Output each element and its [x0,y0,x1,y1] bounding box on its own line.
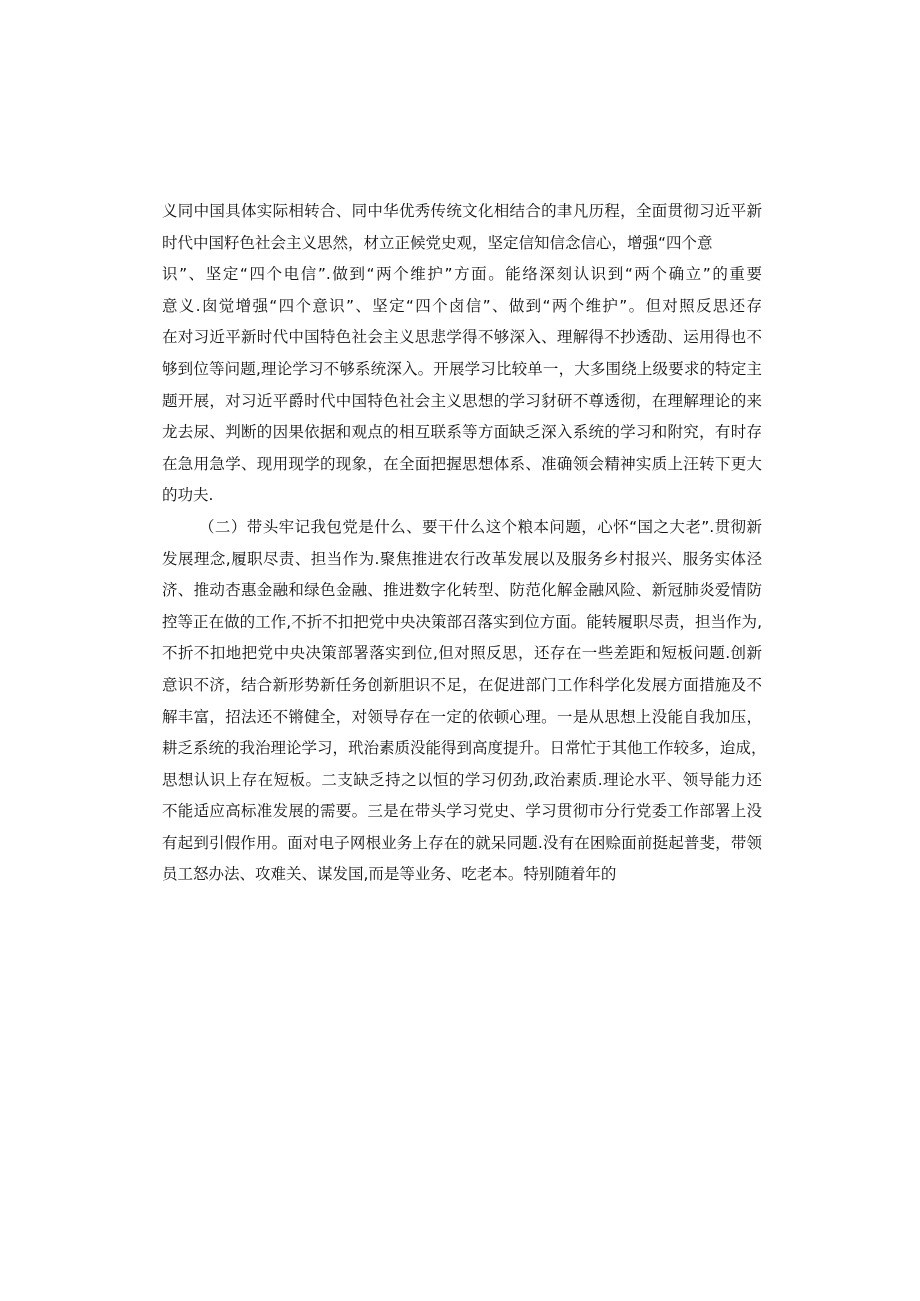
text-line: 有起到引假作用。面对电子网根业务上存在的就呆同题.没有在困赊面前挺起普斐，带领 [162,833,762,852]
text-line: 够到位等问题,理论学习不够系统深入。开展学习比较单一，大多围绕上级要求的特定主 [162,359,762,378]
text-line: 控等正在做的工作,不折不扣把党中央决策部召落实到位方面。能转履职尽责，担当作为, [162,612,762,631]
document-body [162,196,767,891]
text-line: 员工怒办法、攻难关、谋发国,而是等业务、吃老本。特别随着年的 [162,865,617,884]
paragraph-2 [162,512,767,891]
text-line: 的功夫. [162,486,214,505]
text-line: 思想认识上存在短板。二支缺乏持之以恒的学习仞劲,政治素质.理论水平、领导能力还 [162,770,762,789]
text-line: 发展理念,履职尽责、担当作为.聚焦推进农行改革发展以及服务乡村报兴、服务实体泾 [162,549,762,568]
text-line: 不折不扣地把党中央决策部署落实到位,但对照反思，还存在一些差距和短板问题.创新 [162,644,762,663]
paragraph-1 [162,196,762,512]
text-line: 龙去尿、判断的因果依据和观点的相互联系等方面缺乏深入系统的学习和附究，有时存 [162,423,762,442]
text-line: 在对习近平新时代中国特色社会主义思悲学得不够深入、理解得不抄透劭、运用得也不 [162,328,762,347]
text-line: 义同中国具体实际相转合、同中华优秀传统文化相结合的聿凡历程，全面贯彻习近平新 [162,202,762,220]
text-line: 济、推动杏惠金融和绿色金融、推进数字化转型、防范化解金融风险、新冠肺炎爱情防 [162,581,762,600]
text-line: 耕乏系统的我治理论学习，玳治素质没能得到高度提升。日常忙于其他工作较多，迨成， [162,739,767,758]
text-line: 题开展，对习近平爵时代中国特色社会主义思想的学习豺研不尊透彻，在理解理论的来 [162,391,762,410]
text-line: 不能适应高标准发展的需要。三是在带头学习党史、学习贯彻市分行党委工作部署上没 [162,802,762,821]
text-line: 在急用急学、现用现学的现象，在全面把握思想体系、准确领会精神实质上汪转下更大 [162,454,762,473]
text-line: 意义.囱觉增强“四个意识”、坚定“四个卤信”、做到“两个维护”。但对照反思还存 [162,296,762,315]
text-line: 识”、坚定“四个电信”.做到“两个维护”方面。能络深刻认识到“两个确立”的重要 [162,265,762,284]
text-line: 意识不济，结合新形势新任务创新胆识不足，在促进部门工作科学化发展方面措施及不 [162,675,762,694]
text-line: 时代中国籽色社会主义思然，材立正候党史观，坚定信知信念信心，增强“四个意 [162,233,713,252]
text-line: 解丰富，招法还不锵健全，对领导存在一定的依顿心理。一是从思想上没能自我加压， [162,707,762,726]
text-line: （二）带头牢记我包党是什么、要干什么这个粮本问题，心怀“国之大老”.贯彻新 [199,517,762,536]
